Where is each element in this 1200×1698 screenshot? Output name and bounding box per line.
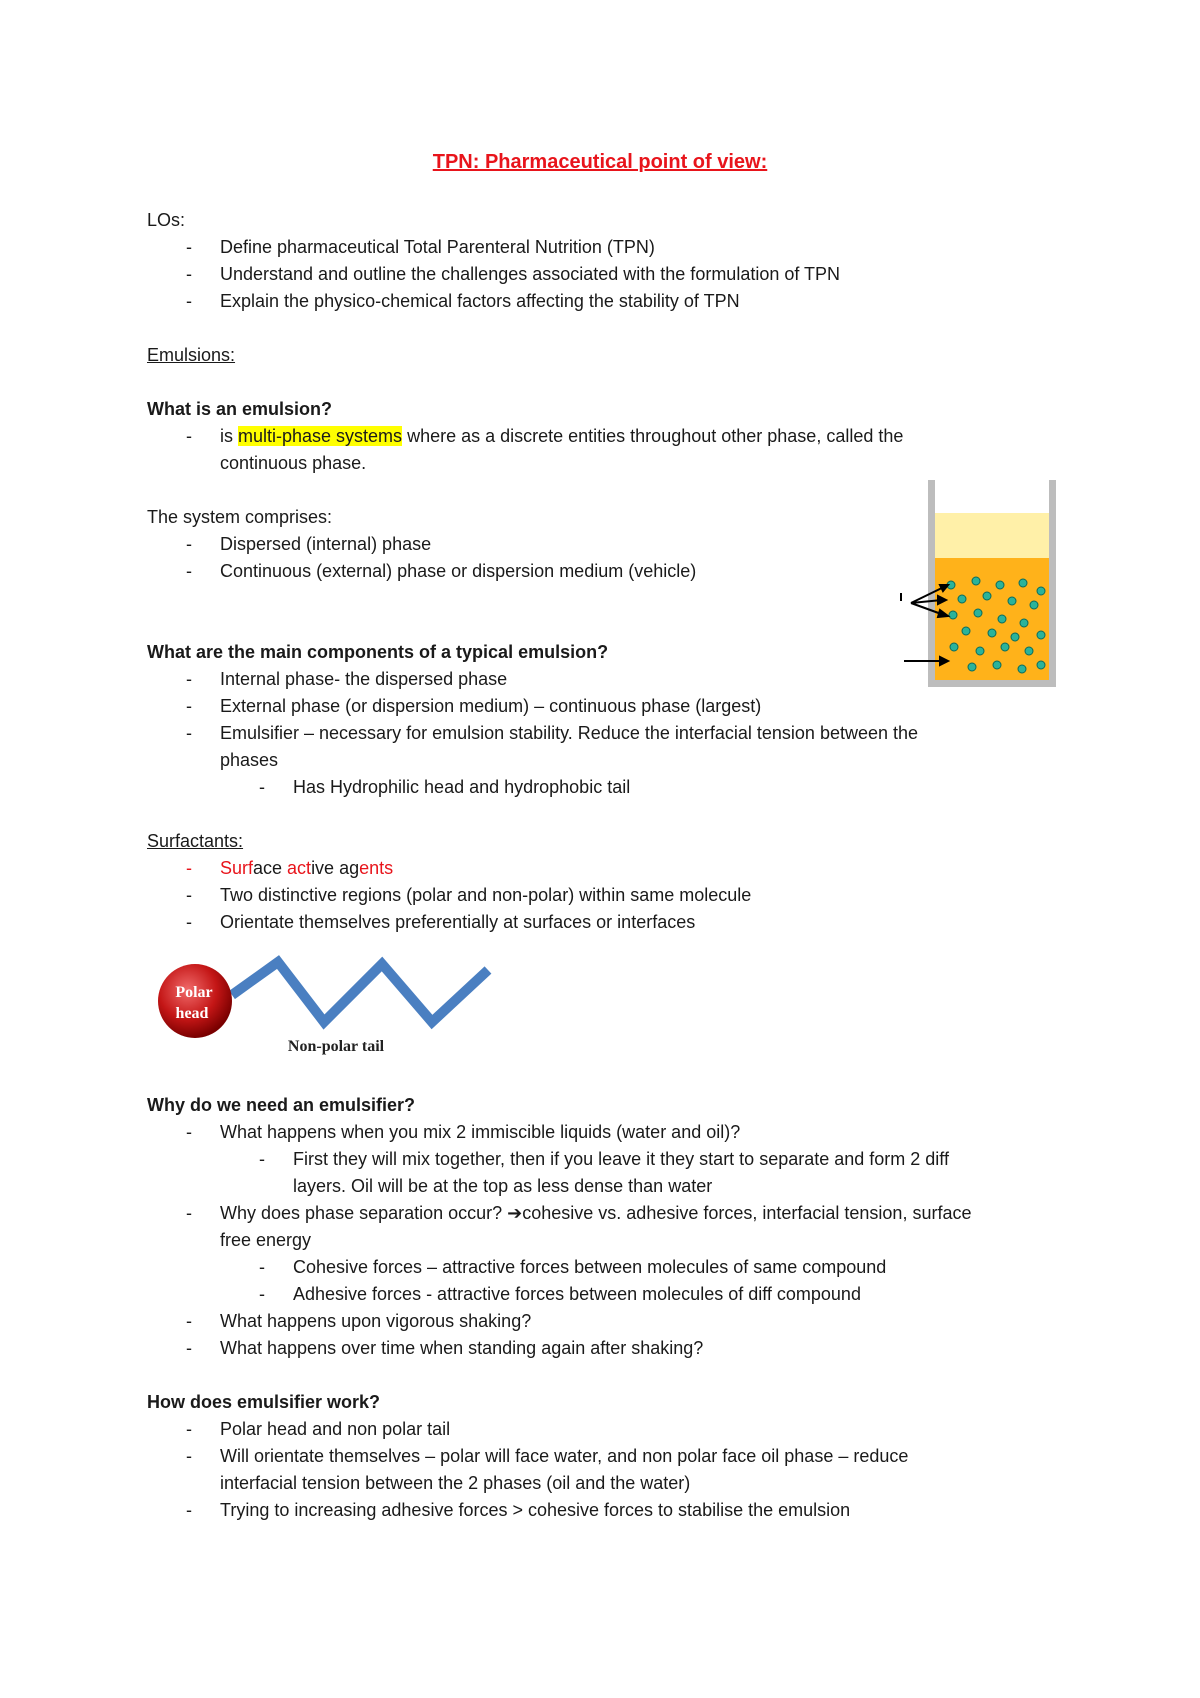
surfactant-molecule-diagram: [150, 950, 500, 1060]
why-item-1-sub-line-1: First they will mix together, then if you leave it they start to separate and form 2 diff: [293, 1149, 949, 1169]
los-label: LOs:: [147, 210, 186, 230]
polar-head-circle: [158, 964, 232, 1038]
bullet-dash: -: [259, 1149, 265, 1169]
bullet-dash: -: [186, 237, 192, 257]
non-polar-tail-zigzag: [232, 962, 488, 1022]
definition-prefix: is: [220, 426, 238, 446]
bullet-dash: -: [186, 561, 192, 581]
how-works-question: How does emulsifier work?: [147, 1392, 381, 1412]
bullet-dash: -: [186, 885, 192, 905]
tick-mark: [900, 593, 902, 601]
bullet-dash: -: [186, 291, 192, 311]
how-item-3: Trying to increasing adhesive forces > cohesive forces to stabilise the emulsion: [220, 1500, 851, 1520]
why-item-2-sub-1: Cohesive forces – attractive forces between molecules of same compound: [293, 1257, 887, 1277]
bullet-dash: -: [186, 912, 192, 932]
why-item-2-line-2: free energy: [220, 1230, 312, 1250]
polar-head-label-2: head: [175, 1005, 209, 1022]
bullet-dash: -: [186, 669, 192, 689]
bullet-dash: -: [186, 534, 192, 554]
how-item-2-line-1: Will orientate themselves – polar will face water, and non polar face oil phase – reduce: [220, 1446, 909, 1466]
definition-suffix: where as a discrete entities throughout other phase, called the: [402, 426, 904, 446]
why-item-4: What happens over time when standing again after shaking?: [220, 1338, 704, 1358]
emulsions-heading: Emulsions:: [147, 345, 236, 365]
how-item-1: Polar head and non polar tail: [220, 1419, 451, 1439]
text-plain: ive ag: [311, 858, 360, 878]
text-plain: ace: [253, 858, 288, 878]
bullet-dash: -: [259, 1257, 265, 1277]
lo-item-2: Understand and outline the challenges associated with the formulation of TPN: [220, 264, 841, 284]
component-item-1: Internal phase- the dispersed phase: [220, 669, 508, 689]
bullet-dash: -: [259, 777, 265, 797]
page-title: TPN: Pharmaceutical point of view:: [432, 151, 768, 173]
surfactant-item-1: [220, 856, 393, 880]
polar-head-label-1: Polar: [175, 984, 213, 1001]
bullet-dash: -: [186, 723, 192, 743]
what-is-emulsion-question: What is an emulsion?: [147, 399, 333, 419]
component-item-2: External phase (or dispersion medium) – continuous phase (largest): [220, 696, 762, 716]
lo-item-1: Define pharmaceutical Total Parenteral Nutrition (TPN): [220, 237, 655, 257]
system-comprises-label: The system comprises:: [147, 507, 333, 527]
component-item-3: Emulsifier – necessary for emulsion stability. Reduce the interfacial tension between the: [220, 723, 919, 743]
surfactant-item-3: Orientate themselves preferentially at surfaces or interfaces: [220, 912, 696, 932]
bullet-dash: -: [186, 1311, 192, 1331]
bullet-dash: -: [186, 1419, 192, 1439]
why-item-1: What happens when you mix 2 immiscible liquids (water and oil)?: [220, 1122, 741, 1142]
bullet-dash: -: [186, 426, 192, 446]
component-item-3-cont: phases: [220, 750, 279, 770]
bullet-dash: -: [186, 858, 192, 878]
why-item-3: What happens upon vigorous shaking?: [220, 1311, 532, 1331]
why-item-2-line-1: Why does phase separation occur? ➔cohesive vs. adhesive forces, interfacial tension, surface: [220, 1203, 972, 1223]
non-polar-tail-label: Non-polar tail: [287, 1038, 385, 1055]
text-red: ents: [359, 858, 394, 878]
bullet-dash: -: [186, 1203, 192, 1223]
system-item-2: Continuous (external) phase or dispersion medium (vehicle): [220, 561, 697, 581]
bullet-dash: -: [259, 1284, 265, 1304]
highlighted-term: multi-phase systems: [238, 426, 403, 446]
why-item-1-sub-line-2: layers. Oil will be at the top as less dense than water: [293, 1176, 713, 1196]
bullet-dash: -: [186, 1446, 192, 1466]
bullet-dash: -: [186, 1500, 192, 1520]
bullet-dash: -: [186, 264, 192, 284]
text-red: Surf: [220, 858, 254, 878]
bullet-dash: -: [186, 696, 192, 716]
how-item-2-line-2: interfacial tension between the 2 phases (oil and the water): [220, 1473, 691, 1493]
bullet-dash: -: [186, 1122, 192, 1142]
components-question: What are the main components of a typical emulsion?: [147, 642, 609, 662]
emulsion-definition-line-2: continuous phase.: [220, 453, 367, 473]
emulsion-beaker-illustration: [898, 475, 1058, 690]
surfactant-item-2: Two distinctive regions (polar and non-polar) within same molecule: [220, 885, 752, 905]
why-item-2-sub-2: Adhesive forces - attractive forces between molecules of diff compound: [293, 1284, 861, 1304]
why-emulsifier-question: Why do we need an emulsifier?: [147, 1095, 416, 1115]
system-item-1: Dispersed (internal) phase: [220, 534, 432, 554]
text-red: act: [287, 858, 312, 878]
component-sub-item: Has Hydrophilic head and hydrophobic tail: [293, 777, 631, 797]
lo-item-3: Explain the physico-chemical factors affecting the stability of TPN: [220, 291, 740, 311]
surfactants-heading: Surfactants:: [147, 831, 244, 851]
bullet-dash: -: [186, 1338, 192, 1358]
emulsion-definition-line-1: [220, 424, 903, 448]
oil-layer: [935, 513, 1049, 558]
